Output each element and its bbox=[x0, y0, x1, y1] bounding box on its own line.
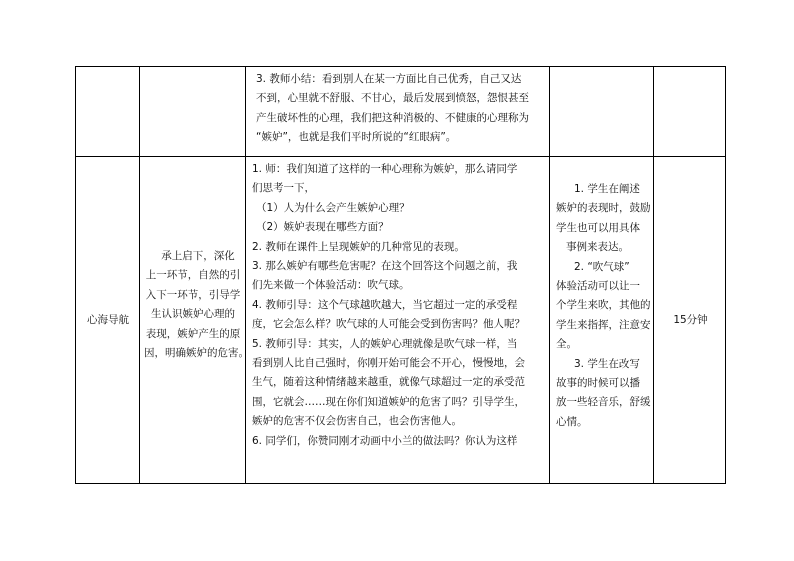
content-cell bbox=[246, 160, 550, 484]
intent-line: 表现，嫉妒产生的原 bbox=[145, 327, 241, 340]
content-line: 6. 同学们，你赞同刚才动画中小兰的做法吗？你认为这样 bbox=[252, 434, 518, 447]
notes-line: 体验活动可以让一 bbox=[556, 280, 640, 293]
content-line: 2. 教师在课件上呈现嫉妒的几种常见的表现。 bbox=[252, 240, 465, 253]
notes-line: 嫉妒的表现时，鼓励 bbox=[556, 202, 651, 215]
notes-line: 事例来表达。 bbox=[566, 241, 629, 254]
row1-stage-cell bbox=[76, 67, 140, 156]
row1-intent-cell bbox=[140, 67, 246, 156]
content-line: 4. 教师引导：这个气球越吹越大，当它超过一定的承受程 bbox=[252, 298, 518, 311]
lesson-plan-table bbox=[75, 66, 726, 484]
time-cell bbox=[654, 157, 727, 484]
stage-label: 心海导航 bbox=[87, 313, 129, 326]
notes-line: 1. 学生在阐述 bbox=[574, 183, 640, 195]
time-label: 15分钟 bbox=[673, 313, 708, 326]
notes-line: 心情。 bbox=[556, 415, 588, 428]
intent-cell bbox=[140, 247, 249, 387]
content-line: 们思考一下， bbox=[252, 182, 315, 195]
notes-line: 故事的时候可以播 bbox=[556, 377, 640, 390]
notes-line: 个学生来吹，其他的 bbox=[556, 299, 651, 312]
content-line: 产生破坏性的心理，我们把这种消极的、不健康的心理称为 bbox=[256, 111, 529, 124]
content-line: （1）人为什么会产生嫉妒心理？ bbox=[256, 201, 410, 214]
intent-line: 承上启下，深化 bbox=[161, 250, 235, 262]
content-line: 看到别人比自己强时，你刚开始可能会不开心，慢慢地，会 bbox=[252, 357, 525, 370]
content-line: 1. 师：我们知道了这样的一种心理称为嫉妒，那么请同学 bbox=[252, 163, 518, 175]
notes-cell bbox=[550, 180, 654, 480]
content-line: 嫉妒的危害不仅会伤害自己，也会伤害他人。 bbox=[252, 415, 462, 428]
row1-notes-cell bbox=[550, 67, 654, 156]
content-line: 度，它会怎么样？吹气球的人可能会受到伤害吗？他人呢？ bbox=[252, 318, 525, 331]
row1-time-cell bbox=[654, 67, 727, 156]
content-line: 生气，随着这种情绪越来越重，就像气球超过一定的承受范 bbox=[252, 376, 525, 389]
notes-line: 2. “吹气球” bbox=[574, 260, 630, 273]
notes-line: 学生来指挥，注意安 bbox=[556, 318, 651, 331]
content-line: 3. 那么嫉妒有哪些危害呢？在这个回答这个问题之前，我 bbox=[252, 260, 518, 273]
intent-line: 入下一环节，引导学 bbox=[145, 288, 241, 301]
content-line: 们先来做一个体验活动：吹气球。 bbox=[252, 279, 410, 292]
notes-line: 全。 bbox=[556, 338, 577, 351]
content-line: 不到，心里就不舒服、不甘心，最后发展到愤怒，怨恨甚至 bbox=[256, 92, 529, 105]
intent-line: 因，明确嫉妒的危害。 bbox=[144, 347, 249, 360]
row-divider bbox=[76, 156, 725, 157]
row1-content-cell bbox=[246, 70, 550, 156]
notes-line: 3. 学生在改写 bbox=[574, 357, 640, 370]
stage-cell bbox=[76, 157, 140, 484]
notes-line: 放一些轻音乐，舒缓 bbox=[556, 396, 651, 409]
content-line: （2）嫉妒表现在哪些方面？ bbox=[256, 221, 389, 234]
notes-line: 学生也可以用具体 bbox=[556, 221, 640, 234]
content-line: “嫉妒”，也就是我们平时所说的“红眼病”。 bbox=[256, 131, 457, 144]
content-line: 围，它就会……现在你们知道嫉妒的危害了吗？引导学生， bbox=[252, 395, 525, 408]
intent-line: 生认识嫉妒心理的 bbox=[151, 308, 235, 321]
content-line: 5. 教师引导：其实，人的嫉妒心理就像是吹气球一样，当 bbox=[252, 337, 518, 350]
content-line: 3. 教师小结：看到别人在某一方面比自己优秀，自己又达 bbox=[256, 73, 522, 85]
intent-line: 上一环节，自然的引 bbox=[145, 269, 241, 282]
